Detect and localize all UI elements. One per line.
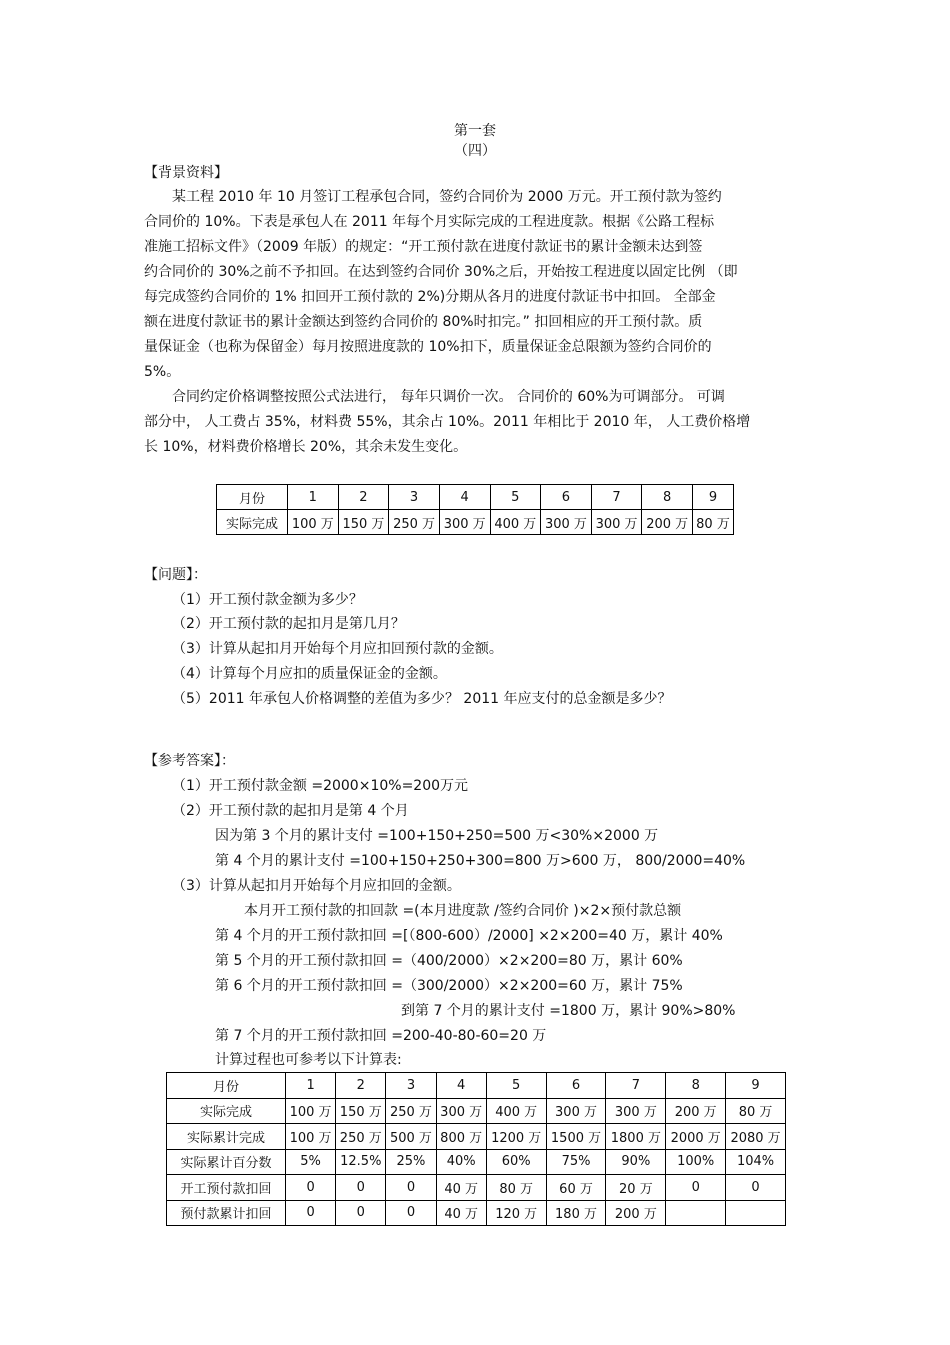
table-cell: 3 <box>389 485 440 510</box>
table-cell: 0 <box>386 1175 436 1201</box>
table-cell: 预付款累计扣回 <box>167 1200 286 1226</box>
table-row <box>167 1175 786 1201</box>
table-cell: 120 万 <box>486 1200 546 1226</box>
table-cell: 1500 万 <box>546 1124 606 1150</box>
table-cell: 8 <box>666 1073 726 1099</box>
answer-line: 第 6 个月的开工预付款扣回 =（300/2000）×2×200=60 万，累计 75% <box>215 978 683 994</box>
table-cell: 150 万 <box>336 1098 386 1124</box>
table-row <box>217 510 734 535</box>
table-cell: 200 万 <box>606 1200 666 1226</box>
table-cell: 开工预付款扣回 <box>167 1175 286 1201</box>
table-cell: 0 <box>666 1175 726 1201</box>
background-line: 合同价的 10%。下表是承包人在 2011 年每个月实际完成的工程进度款。根据《公路工程标 <box>144 214 715 230</box>
table-cell: 150 万 <box>338 510 389 535</box>
table-row <box>167 1149 786 1175</box>
table-cell: 1800 万 <box>606 1124 666 1150</box>
answer-line: 因为第 3 个月的累计支付 =100+150+250=500 万<30%×2000 万 <box>215 828 659 844</box>
table-cell: 5 <box>486 1073 546 1099</box>
answer-line: 到第 7 个月的累计支付 =1800 万，累计 90%>80% <box>401 1003 736 1019</box>
table-cell: 7 <box>606 1073 666 1099</box>
table-cell: 300 万 <box>591 510 642 535</box>
table-cell: 90% <box>606 1149 666 1175</box>
background-line: 长 10%，材料费价格增长 20%，其余未发生变化。 <box>144 439 468 455</box>
question-item: （2）开工预付款的起扣月是第几月？ <box>172 616 405 632</box>
answer-line: 第 4 个月的开工预付款扣回 =[（800-600）/2000] ×2×200=40 万，累计 40% <box>215 928 723 944</box>
table-cell: 100 万 <box>286 1124 336 1150</box>
answers-heading: 【参考答案】： <box>144 753 235 769</box>
answer-line: （3）计算从起扣月开始每个月应扣回的金额。 <box>172 878 461 894</box>
question-item: （1）开工预付款金额为多少？ <box>172 592 363 608</box>
background-heading: 【背景资料】 <box>144 165 228 181</box>
table-cell: 100% <box>666 1149 726 1175</box>
answer-line: 本月开工预付款的扣回款 =(本月进度款 /签约合同价 )×2×预付款总额 <box>244 903 682 919</box>
answer-line: 第 5 个月的开工预付款扣回 =（400/2000）×2×200=80 万，累计 60% <box>215 953 683 969</box>
table-cell: 1 <box>286 1073 336 1099</box>
table-cell: 180 万 <box>546 1200 606 1226</box>
table-row <box>167 1073 786 1099</box>
background-line: 约合同价的 30%之前不予扣回。在达到签约合同价 30%之后，开始按工程进度以固定比例 （即 <box>144 264 738 280</box>
table-cell: 40 万 <box>436 1200 486 1226</box>
background-line: 每完成签约合同价的 1% 扣回开工预付款的 2%)分期从各月的进度付款证书中扣回。 全部金 <box>144 289 716 305</box>
table-cell: 2080 万 <box>726 1124 786 1150</box>
table-cell: 5 <box>490 485 541 510</box>
table-cell: 月份 <box>167 1073 286 1099</box>
table-cell: 300 万 <box>541 510 592 535</box>
background-line: 部分中， 人工费占 35%，材料费 55%，其余占 10%。2011 年相比于 2010 年， 人工费价格增 <box>144 414 751 430</box>
table-cell: 20 万 <box>606 1175 666 1201</box>
table-cell: 1200 万 <box>486 1124 546 1150</box>
table-cell: 0 <box>336 1175 386 1201</box>
table-cell: 104% <box>726 1149 786 1175</box>
page-subtitle: （四） <box>454 143 496 159</box>
table-cell: 实际完成 <box>217 510 288 535</box>
page-title: 第一套 <box>454 123 496 139</box>
background-line: 5%。 <box>144 364 181 380</box>
question-item: （4）计算每个月应扣的质量保证金的金额。 <box>172 666 447 682</box>
table-cell: 400 万 <box>490 510 541 535</box>
background-line: 合同约定价格调整按照公式法进行， 每年只调价一次。 合同价的 60%为可调部分。 可调 <box>172 389 725 405</box>
table-cell: 60 万 <box>546 1175 606 1201</box>
table-row <box>167 1200 786 1226</box>
table-cell: 实际累计百分数 <box>167 1149 286 1175</box>
table-cell: 25% <box>386 1149 436 1175</box>
table-cell: 500 万 <box>386 1124 436 1150</box>
table-cell: 6 <box>541 485 592 510</box>
table-cell: 4 <box>439 485 490 510</box>
question-item: （3）计算从起扣月开始每个月应扣回预付款的金额。 <box>172 641 503 657</box>
table-row <box>217 485 734 510</box>
answer-line: 计算过程也可参考以下计算表: <box>215 1052 402 1068</box>
table-cell: 0 <box>286 1175 336 1201</box>
table-cell: 300 万 <box>546 1098 606 1124</box>
answer-line: （2）开工预付款的起扣月是第 4 个月 <box>172 803 409 819</box>
table-cell: 9 <box>693 485 734 510</box>
background-line: 某工程 2010 年 10 月签订工程承包合同，签约合同价为 2000 万元。开工预付款为签约 <box>172 189 722 205</box>
table-row <box>167 1124 786 1150</box>
table-cell: 0 <box>286 1200 336 1226</box>
questions-heading: 【问题】： <box>144 567 207 583</box>
table-cell: 300 万 <box>606 1098 666 1124</box>
table-cell: 实际完成 <box>167 1098 286 1124</box>
background-line: 量保证金（也称为保留金）每月按照进度款的 10%扣下，质量保证金总限额为签约合同价的 <box>144 339 712 355</box>
table-cell: 400 万 <box>486 1098 546 1124</box>
table-cell: 300 万 <box>436 1098 486 1124</box>
table-cell: 8 <box>642 485 693 510</box>
table-cell: 80 万 <box>726 1098 786 1124</box>
table-cell: 300 万 <box>439 510 490 535</box>
table-cell: 1 <box>288 485 339 510</box>
table-cell: 0 <box>386 1200 436 1226</box>
table-cell: 月份 <box>217 485 288 510</box>
table-cell: 6 <box>546 1073 606 1099</box>
table-cell: 200 万 <box>642 510 693 535</box>
background-line: 额在进度付款证书的累计金额达到签约合同价的 80%时扣完。” 扣回相应的开工预付款。质 <box>144 314 703 330</box>
table-cell: 2 <box>338 485 389 510</box>
table-cell: 实际累计完成 <box>167 1124 286 1150</box>
answer-line: （1）开工预付款金额 =2000×10%=200万元 <box>172 778 469 794</box>
table-cell: 75% <box>546 1149 606 1175</box>
table-cell: 800 万 <box>436 1124 486 1150</box>
table-cell: 3 <box>386 1073 436 1099</box>
progress-table <box>216 484 734 535</box>
table-cell: 40 万 <box>436 1175 486 1201</box>
table-cell: 250 万 <box>336 1124 386 1150</box>
table-cell: 9 <box>726 1073 786 1099</box>
table-cell: 12.5% <box>336 1149 386 1175</box>
table-cell: 2 <box>336 1073 386 1099</box>
table-cell: 0 <box>726 1175 786 1201</box>
table-cell: 60% <box>486 1149 546 1175</box>
table-cell: 100 万 <box>286 1098 336 1124</box>
table-cell: 2000 万 <box>666 1124 726 1150</box>
table-cell: 100 万 <box>288 510 339 535</box>
calculation-table <box>166 1072 786 1226</box>
answer-line: 第 4 个月的累计支付 =100+150+250+300=800 万>600 万， 800/2000=40% <box>215 853 746 869</box>
table-cell: 40% <box>436 1149 486 1175</box>
background-line: 准施工招标文件》（2009 年版）的规定：“开工预付款在进度付款证书的累计金额未达到签 <box>144 239 703 255</box>
table-cell <box>666 1200 726 1226</box>
table-cell: 80 万 <box>486 1175 546 1201</box>
answer-line: 第 7 个月的开工预付款扣回 =200-40-80-60=20 万 <box>215 1028 547 1044</box>
table-cell: 250 万 <box>389 510 440 535</box>
table-cell: 200 万 <box>666 1098 726 1124</box>
table-cell: 0 <box>336 1200 386 1226</box>
table-cell: 7 <box>591 485 642 510</box>
table-cell <box>726 1200 786 1226</box>
table-cell: 4 <box>436 1073 486 1099</box>
table-cell: 250 万 <box>386 1098 436 1124</box>
question-item: （5）2011 年承包人价格调整的差值为多少？ 2011 年应支付的总金额是多少？ <box>172 691 672 707</box>
table-cell: 80 万 <box>693 510 734 535</box>
table-row <box>167 1098 786 1124</box>
table-cell: 5% <box>286 1149 336 1175</box>
